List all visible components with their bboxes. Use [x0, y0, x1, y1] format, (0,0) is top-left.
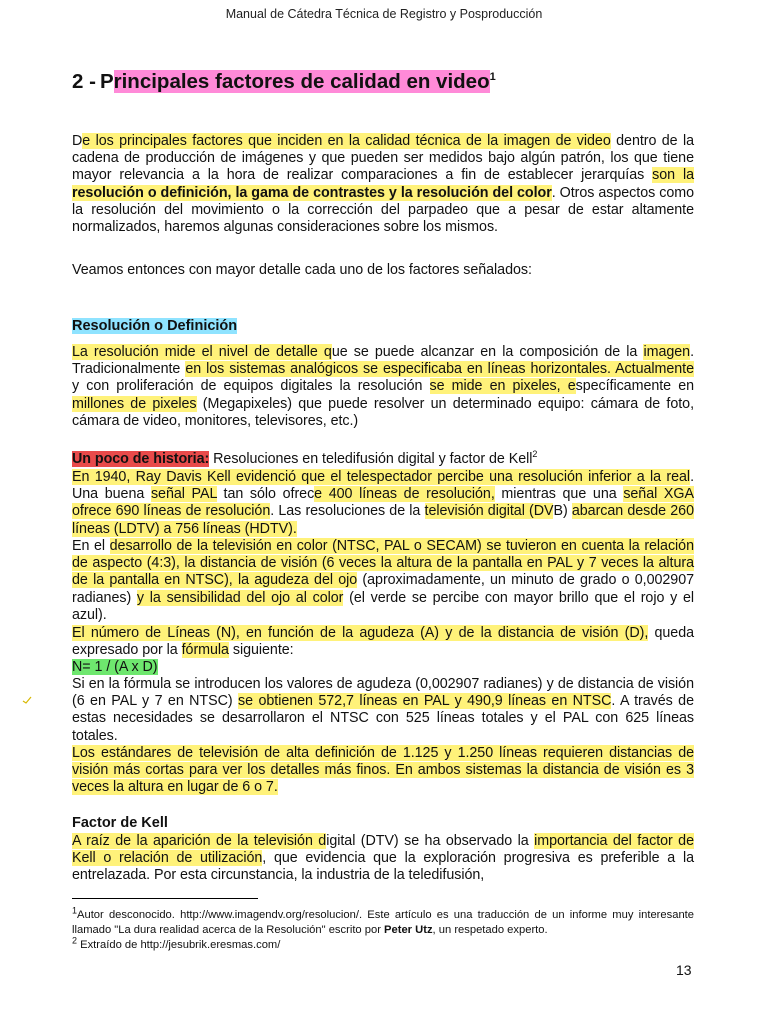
- footnote-ref-2: 2: [532, 449, 538, 460]
- footnotes: [72, 905, 694, 953]
- historia-paragraph-5: Los estándares de televisión de alta definición de 1.125 y 1.250 líneas requieren distancias de visión más cortas para ver los detalles más finos. En ambos sistemas la distancia de visión es 3 veces la altura en lugar de 6 o 7.: [72, 745, 694, 796]
- footnote-1: $^1$Autor desconocido. http://www.imagendv.org/resolucion/. Este artículo es una traducción de un informe muy interesante llamado "La dura realidad acerca de la Resolución" escrito por Peter Utz, un respetado experto.: [72, 905, 694, 936]
- historia-label: Un poco de historia:: [72, 451, 210, 467]
- historia-paragraph-3: El número de Líneas (N), en función de la agudeza (A) y de la distancia de visión (D), queda expresado por la fórmula siguiente:: [72, 625, 694, 659]
- margin-check-mark-icon: [22, 695, 32, 705]
- chapter-title-initial: P: [99, 70, 114, 93]
- section-heading-resolucion: Resolución o Definición: [72, 318, 238, 334]
- historia-paragraph-2: En el desarrollo de la televisión en color (NTSC, PAL o SECAM) se tuvieron en cuenta la relación de aspecto (4:3), la distancia de visión (6 veces la altura de la pantalla en PAL y 7 veces la altura de la pantalla en NTSC), la agudeza del ojo (aproximadamente, un minuto de grado o 0,002907 radianes) y la sensibilidad del ojo al color (el verde se percibe con mayor brillo que el rojo y el azul).: [72, 538, 695, 623]
- historia-paragraph-4: Si en la fórmula se introducen los valores de agudeza (0,002907 radianes) y de distancia de visión (6 en PAL y 7 en NTSC) se obtienen 572,7 líneas en PAL y 490,9 líneas en NTSC. A través de estas necesidades se desarrollaron el NTSC con 525 líneas totales y el PAL con 625 líneas totales.: [72, 676, 694, 744]
- page-number: 13: [676, 962, 692, 978]
- resolucion-paragraph: La resolución mide el nivel de detalle que se puede alcanzar en la composición de la imagen. Tradicionalmente en los sistemas analógicos se especificaba en líneas horizontales. Actualmente y con proliferación de equipos digitales la resolución se mide en pixeles, específicamente en millones de pixeles (Megapixeles) que puede resolver un determinado equipo: cámara de foto, cámara de video, monitores, televisores, etc.): [72, 344, 694, 429]
- chapter-number: 2 -: [72, 70, 96, 93]
- footnote-author: Peter Utz: [384, 924, 433, 936]
- footnote-separator: [72, 898, 258, 899]
- chapter-title-highlight: rincipales factores de calidad en video: [113, 70, 490, 93]
- intro-paragraph-1: De los principales factores que inciden en la calidad técnica de la imagen de video dentro de la cadena de producción de imágenes y que pueden ser medidos bajo algún patrón, los que tiene mayor relevancia a la hora de realizar comparaciones a fin de establecer jerarquías son la resolución o definición, la gama de contrastes y la resolución del color. Otros aspectos como la resolución del movimiento o la corrección del parpadeo que a pesar de estar altamente normalizados, haremos algunas consideraciones sobre los mismos.: [72, 133, 695, 236]
- footnote-ref-1: 1: [489, 71, 496, 84]
- historia-paragraph-1: En 1940, Ray Davis Kell evidenció que el telespectador percibe una resolución inferior a la real. Una buena señal PAL tan sólo ofrece 400 líneas de resolución, mientras que una señal XGA ofrece 690 líneas de resolución. Las resoluciones de la televisión digital (DVB) abarcan desde 260 líneas (LDTV) a 756 líneas (HDTV).: [72, 469, 694, 537]
- intro-paragraph-2: Veamos entonces con mayor detalle cada uno de los factores señalados:: [72, 262, 532, 278]
- kell-paragraph: A raíz de la aparición de la televisión digital (DTV) se ha observado la importancia del factor de Kell o relación de utilización, que evidencia que la exploración progresiva es preferible a la entrelazada. Por esta circunstancia, la industria de la teledifusión,: [72, 833, 694, 884]
- section-heading-kell: Factor de Kell: [72, 815, 168, 831]
- formula: N= 1 / (A x D): [72, 659, 158, 675]
- footnote-2: $^2$ Extraído de http://jesubrik.eresmas.com/: [72, 935, 281, 951]
- historia-heading-line: Un poco de historia: Resoluciones en teledifusión digital y factor de Kell$^2$: [72, 449, 538, 467]
- running-header: Manual de Cátedra Técnica de Registro y Posproducción: [225, 7, 543, 21]
- chapter-title: [72, 70, 496, 94]
